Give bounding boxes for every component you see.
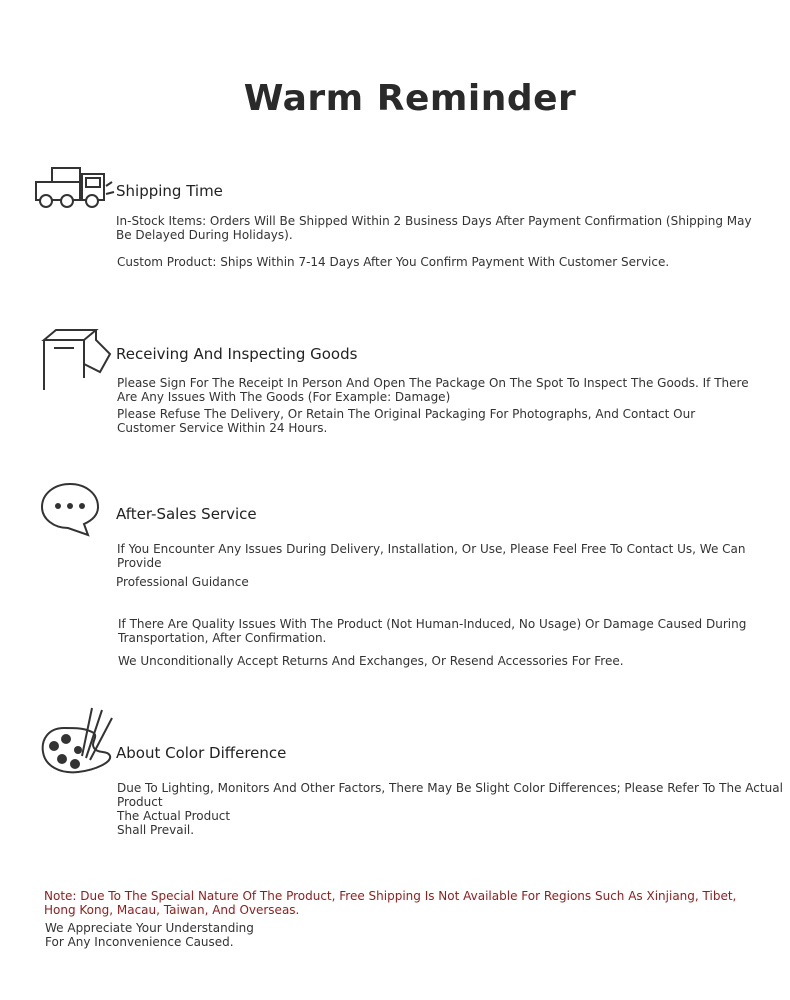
receiving-paragraph-inspect: Please Sign For The Receipt In Person And Open The Package On The Spot To Inspect The Goods. If There Are Any Issues With The Goods (For Example: Damage) bbox=[117, 376, 749, 404]
receiving-paragraph-refuse: Please Refuse The Delivery, Or Retain The Original Packaging For Photographs, And Contact Our Customer Service Within 24 Hours. bbox=[117, 407, 696, 435]
page-title: Warm Reminder bbox=[243, 78, 577, 119]
note-appreciation: We Appreciate Your Understanding For Any Inconvenience Caused. bbox=[45, 921, 254, 949]
shipping-paragraph-custom: Custom Product: Ships Within 7-14 Days After You Confirm Payment With Customer Service. bbox=[117, 255, 670, 269]
note-shipping-restrictions: Note: Due To The Special Nature Of The Product, Free Shipping Is Not Available For Regions Such As Xinjiang, Tibet, Hong Kong, Macau, Taiwan, And Overseas. bbox=[44, 889, 737, 917]
shipping-paragraph-in-stock: In-Stock Items: Orders Will Be Shipped Within 2 Business Days After Payment Confirmation (Shipping May Be Delayed During Holidays). bbox=[116, 214, 752, 242]
color-paragraph-prevail: The Actual Product Shall Prevail. bbox=[117, 809, 231, 837]
after-sales-paragraph-returns: We Unconditionally Accept Returns And Exchanges, Or Resend Accessories For Free. bbox=[118, 654, 624, 668]
section-title-color-difference: About Color Difference bbox=[116, 744, 287, 762]
section-title-after-sales: After-Sales Service bbox=[116, 505, 257, 523]
section-title-shipping-time: Shipping Time bbox=[116, 182, 223, 200]
after-sales-paragraph-guidance: Professional Guidance bbox=[116, 575, 249, 589]
palette-icon bbox=[40, 706, 116, 776]
truck-icon bbox=[34, 164, 116, 210]
color-paragraph-lighting: Due To Lighting, Monitors And Other Factors, There May Be Slight Color Differences; Please Refer To The Actual Product bbox=[117, 781, 783, 809]
section-title-receiving: Receiving And Inspecting Goods bbox=[116, 345, 358, 363]
after-sales-paragraph-quality: If There Are Quality Issues With The Product (Not Human-Induced, No Usage) Or Damage Caused During Transportation, After Confirmation. bbox=[118, 617, 747, 645]
box-icon bbox=[40, 328, 112, 394]
speech-bubble-icon bbox=[40, 482, 102, 538]
after-sales-paragraph-contact: If You Encounter Any Issues During Delivery, Installation, Or Use, Please Feel Free To Contact Us, We Can Provide bbox=[117, 542, 746, 570]
